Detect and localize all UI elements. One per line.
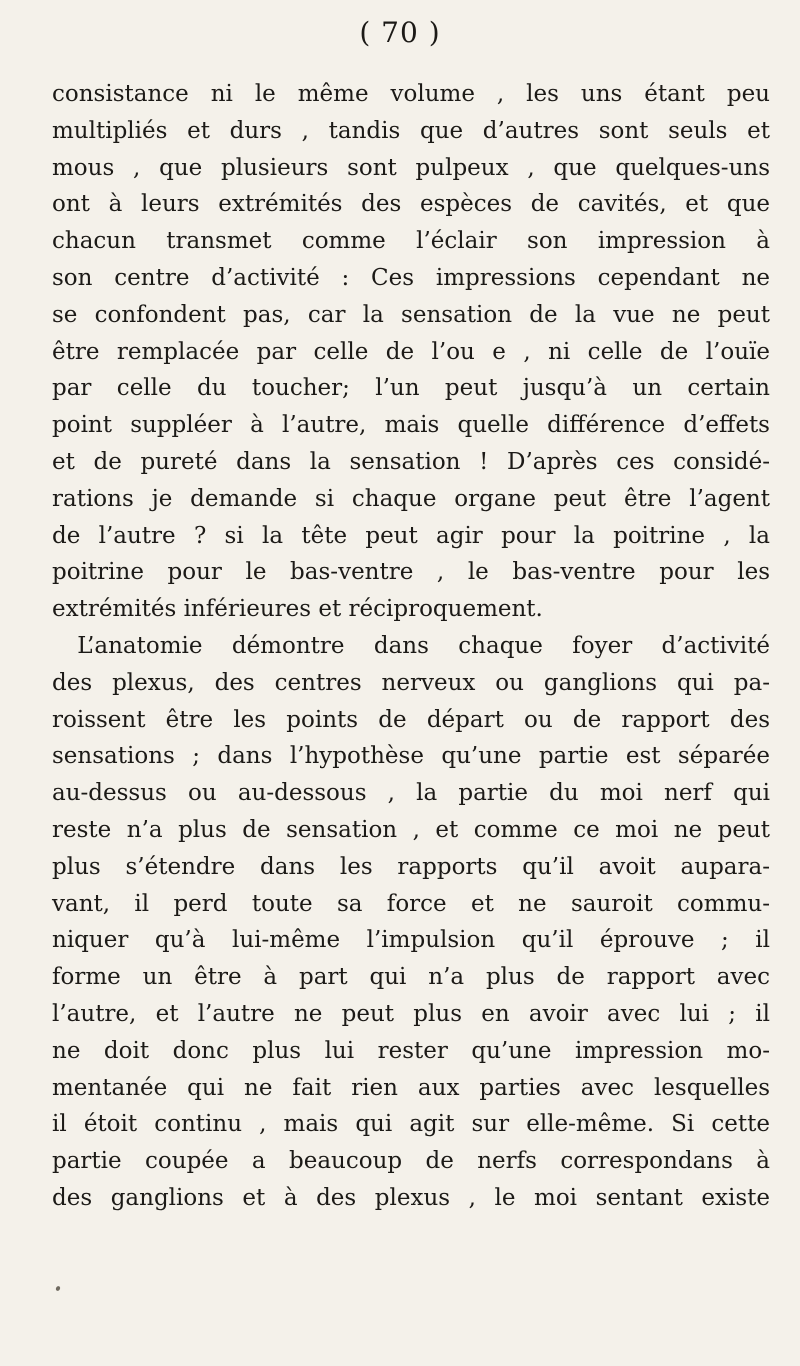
text-line: niquer qu’à lui-même l’impulsion qu’il éprouve ; il	[52, 927, 770, 954]
text-line: poitrine pour le bas-ventre , le bas-ventre pour les	[52, 559, 770, 586]
text-line: il étoit continu , mais qui agit sur elle-même. Si cette	[52, 1111, 770, 1138]
text-line: vant, il perd toute sa force et ne sauroit commu-	[52, 890, 770, 917]
body-text	[52, 76, 770, 1217]
text-line: être remplacée par celle de l’ou e , ni celle de l’ouïe	[52, 338, 770, 365]
page-number: ( 70 )	[359, 16, 441, 49]
text-line: partie coupée a beaucoup de nerfs correspondans à	[52, 1148, 770, 1175]
text-line: multipliés et durs , tandis que d’autres sont seuls et	[52, 117, 770, 144]
text-line: consistance ni le même volume , les uns étant peu	[52, 81, 770, 107]
text-line: de l’autre ? si la tête peut agir pour la poitrine , la	[52, 522, 770, 549]
text-line: son centre d’activité : Ces impressions cependant ne	[52, 264, 770, 291]
text-line: des plexus, des centres nerveux ou ganglions qui pa-	[52, 669, 770, 696]
text-line: rations je demande si chaque organe peut être l’agent	[52, 485, 770, 512]
text-line: extrémités inférieures et réciproquement.	[52, 596, 543, 623]
text-line: des ganglions et à des plexus , le moi sentant existe	[52, 1184, 770, 1211]
text-line: mous , que plusieurs sont pulpeux , que quelques-uns	[52, 154, 770, 181]
text-line: roissent être les points de départ ou de rapport des	[52, 706, 770, 733]
text-line: par celle du toucher; l’un peut jusqu’à un certain	[52, 375, 770, 402]
text-line: ont à leurs extrémités des espèces de cavités, et que	[52, 191, 770, 218]
text-line: forme un être à part qui n’a plus de rapport avec	[52, 964, 770, 991]
text-line: et de pureté dans la sensation ! D’après ces considé-	[52, 448, 770, 475]
text-line: se confondent pas, car la sensation de la vue ne peut	[52, 301, 770, 328]
text-line: plus s’étendre dans les rapports qu’il avoit aupara-	[52, 853, 770, 880]
text-line: l’autre, et l’autre ne peut plus en avoir avec lui ; il	[52, 1000, 770, 1027]
text-line: reste n’a plus de sensation , et comme ce moi ne peut	[52, 816, 770, 843]
text-line: L’anatomie démontre dans chaque foyer d’activité	[77, 632, 770, 659]
text-line: chacun transmet comme l’éclair son impression à	[52, 228, 770, 255]
text-line: mentanée qui ne fait rien aux parties avec lesquelles	[52, 1074, 770, 1101]
text-line: sensations ; dans l’hypothèse qu’une partie est séparée	[52, 743, 770, 770]
text-line: au-dessus ou au-dessous , la partie du moi nerf qui	[52, 780, 770, 807]
ink-speck	[55, 1285, 61, 1291]
text-line: ne doit donc plus lui rester qu’une impression mo-	[52, 1037, 770, 1064]
text-line: point suppléer à l’autre, mais quelle différence d’effets	[52, 412, 770, 439]
